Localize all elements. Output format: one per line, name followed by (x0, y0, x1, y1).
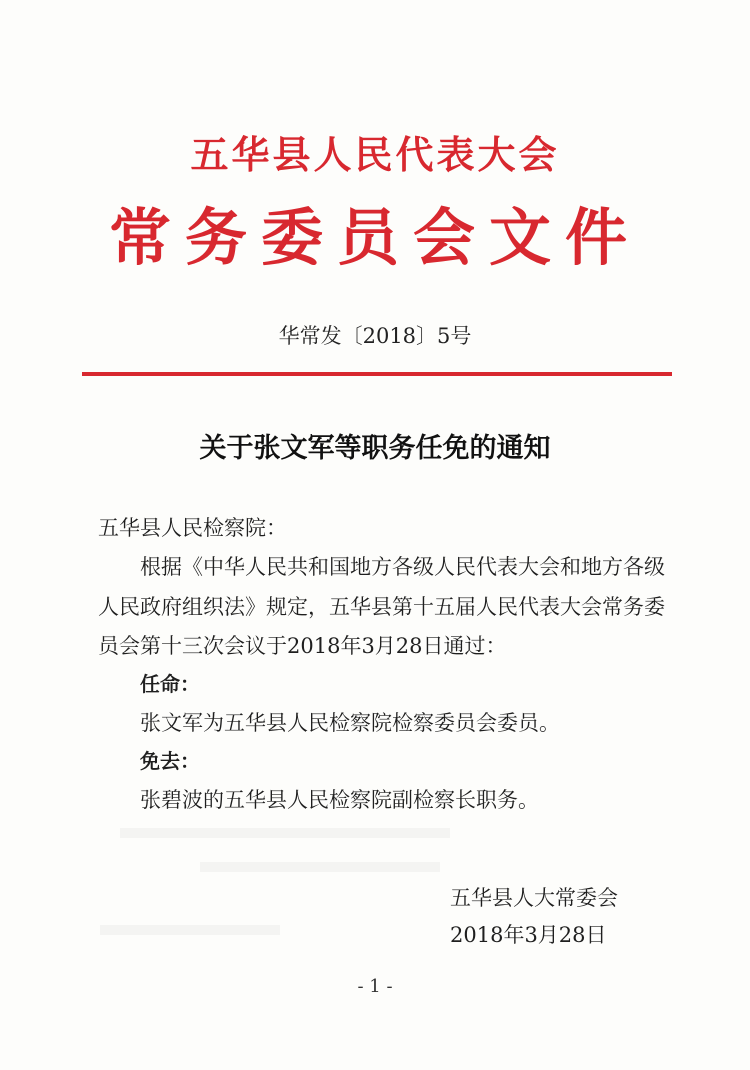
red-divider-line (82, 372, 672, 376)
dismiss-label: 免去： (140, 749, 200, 773)
signature-date: 2018年3月28日 (450, 923, 607, 947)
scan-artifact (100, 925, 280, 935)
appoint-text: 张文军为五华县人民检察院检察委员会委员。 (140, 711, 560, 735)
signature-issuer: 五华县人大常委会 (450, 886, 618, 910)
dismiss-text: 张碧波的五华县人民检察院副检察长职务。 (140, 788, 539, 812)
appoint-label: 任命： (140, 672, 200, 696)
issuer-header-line2: 常务委员会文件 (108, 201, 641, 274)
body-paragraph-line-2: 人民政府组织法》规定，五华县第十五届人民代表大会常务委 (98, 595, 665, 619)
scan-artifact (120, 828, 450, 838)
document-number: 华常发〔2018〕5号 (278, 324, 472, 348)
scan-artifact (200, 862, 440, 872)
issuer-header-line1: 五华县人民代表大会 (190, 132, 560, 177)
page-number: - 1 - (357, 976, 393, 997)
addressee: 五华县人民检察院： (98, 516, 287, 540)
document-title: 关于张文军等职务任免的通知 (199, 433, 551, 464)
body-paragraph-line-3: 员会第十三次会议于2018年3月28日通过： (98, 634, 507, 658)
body-paragraph-line-1: 根据《中华人民共和国地方各级人民代表大会和地方各级 (140, 555, 665, 579)
